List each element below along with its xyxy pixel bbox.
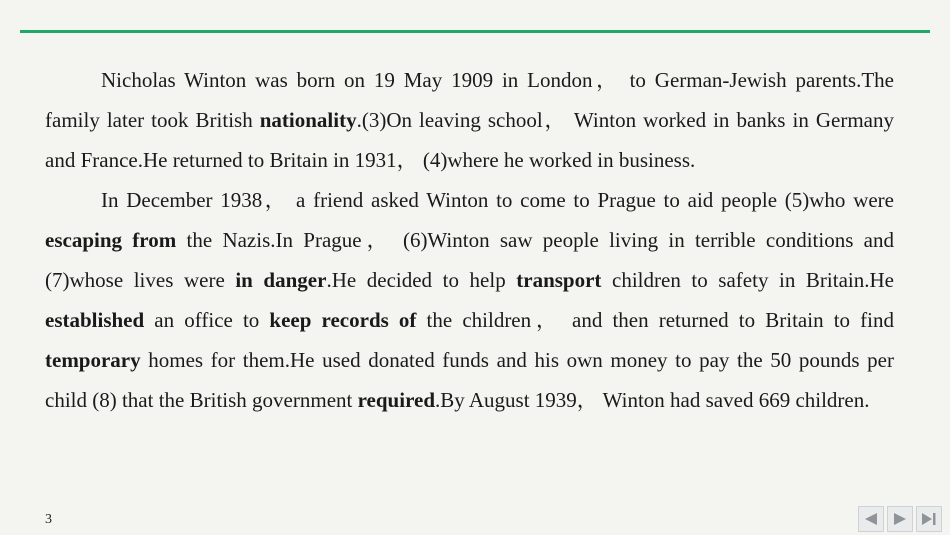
next-slide-button[interactable]: [887, 506, 913, 532]
triangle-right-icon: [892, 512, 908, 526]
slide-body-text: [45, 60, 894, 420]
para1-text-1: Nicholas Winton was born on 19 May 1909 in London， to German-Jewish parents.The family later took British: [45, 68, 894, 132]
para2-bold-established: established: [45, 308, 145, 332]
triangle-left-icon: [863, 512, 879, 526]
para1-bold-nationality: nationality: [259, 108, 357, 132]
para2-bold-temporary: temporary: [45, 348, 141, 372]
para2-bold-escaping-from: escaping from: [45, 228, 177, 252]
para2-text-3: .He decided to help: [326, 268, 517, 292]
para2-bold-keep-records-of: keep records of: [269, 308, 417, 332]
paragraph-1: [45, 60, 894, 180]
para2-text-6: the children， and then returned to Britain to find: [416, 308, 894, 332]
top-divider-line: [20, 30, 930, 33]
para2-text-2: the Nazis.In Prague， (6)Winton saw people living in terrible conditions and (7)whose lives were: [45, 228, 894, 292]
para2-text-4: children to safety in Britain.He: [601, 268, 894, 292]
para2-text-1: In December 1938， a friend asked Winton to come to Prague to aid people (5)who were: [101, 188, 894, 212]
para2-bold-in-danger: in danger: [235, 268, 327, 292]
para2-text-5: an office to: [144, 308, 270, 332]
skip-to-end-icon: [921, 512, 937, 526]
paragraph-2: [45, 180, 894, 420]
slide-navigation: [855, 506, 942, 532]
previous-slide-button[interactable]: [858, 506, 884, 532]
para2-bold-transport: transport: [516, 268, 602, 292]
last-slide-button[interactable]: [916, 506, 942, 532]
page-number: 3: [45, 512, 52, 527]
para2-text-8: .By August 1939， Winton had saved 669 children.: [435, 388, 870, 412]
para1-text-2: .(3)On leaving school， Winton worked in banks in Germany and France.He returned to Britain in 1931， (4)where he worked in business.: [45, 108, 894, 172]
para2-text-7: homes for them.He used donated funds and his own money to pay the 50 pounds per child (8) that the British government: [45, 348, 894, 412]
para2-bold-required: required: [357, 388, 436, 412]
